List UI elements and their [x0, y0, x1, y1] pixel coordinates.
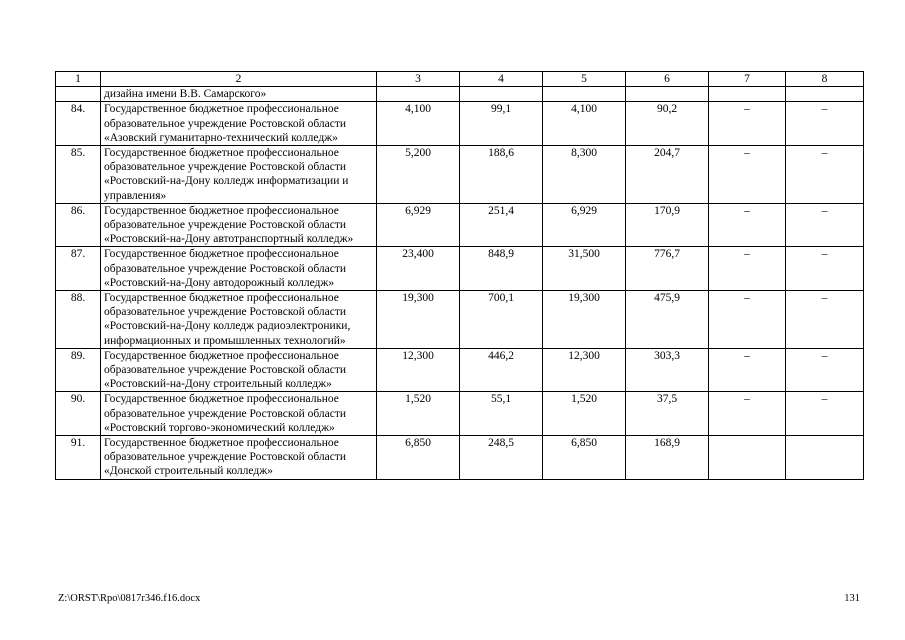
value-col-8: –: [786, 247, 864, 291]
header-cell-4: 4: [460, 72, 543, 87]
value-col-5: 1,520: [543, 392, 626, 436]
value-col-5: 31,500: [543, 247, 626, 291]
table-row: [56, 247, 864, 291]
value-col-8: –: [786, 203, 864, 247]
value-col-4: 55,1: [460, 392, 543, 436]
institution-name: Государственное бюджетное профессиональное образовательное учреждение Ростовской области «Азовский гуманитарно-технический колледж»: [101, 102, 377, 146]
value-col-5: 6,850: [543, 436, 626, 480]
value-col-3: 6,850: [377, 436, 460, 480]
institution-name: Государственное бюджетное профессиональное образовательное учреждение Ростовской области «Ростовский-на-Дону автотранспортный колледж»: [101, 203, 377, 247]
value-col-4: 700,1: [460, 291, 543, 349]
table-row: [56, 392, 864, 436]
value-col-6: 170,9: [626, 203, 709, 247]
value-col-3: 12,300: [377, 348, 460, 392]
continuation-cell: [377, 87, 460, 102]
value-col-7: –: [709, 146, 786, 204]
row-number: 88.: [56, 291, 101, 349]
value-col-4: 248,5: [460, 436, 543, 480]
value-col-8: –: [786, 392, 864, 436]
row-number: 86.: [56, 203, 101, 247]
institution-name: Государственное бюджетное профессиональное образовательное учреждение Ростовской области «Ростовский торгово-экономический колледж»: [101, 392, 377, 436]
value-col-7: –: [709, 348, 786, 392]
table-row: [56, 291, 864, 349]
value-col-6: 168,9: [626, 436, 709, 480]
table-row: [56, 348, 864, 392]
table-row: [56, 436, 864, 480]
institution-name: Государственное бюджетное профессиональное образовательное учреждение Ростовской области «Ростовский-на-Дону колледж информатизации и управления»: [101, 146, 377, 204]
value-col-7: –: [709, 291, 786, 349]
data-table: [55, 71, 864, 480]
value-col-6: 37,5: [626, 392, 709, 436]
value-col-3: 23,400: [377, 247, 460, 291]
continuation-cell: [543, 87, 626, 102]
footer-file-path: Z:\ORST\Rpo\0817r346.f16.docx: [58, 593, 201, 604]
header-cell-1: 1: [56, 72, 101, 87]
value-col-3: 5,200: [377, 146, 460, 204]
value-col-8: [786, 436, 864, 480]
table-row: [56, 203, 864, 247]
value-col-5: 4,100: [543, 102, 626, 146]
row-number: 87.: [56, 247, 101, 291]
value-col-6: 303,3: [626, 348, 709, 392]
value-col-8: –: [786, 102, 864, 146]
institution-name: Государственное бюджетное профессиональное образовательное учреждение Ростовской области «Ростовский-на-Дону колледж радиоэлектроники, информационных и промышленных технологий»: [101, 291, 377, 349]
header-row: [56, 72, 864, 87]
institution-name: Государственное бюджетное профессиональное образовательное учреждение Ростовской области «Донской строительный колледж»: [101, 436, 377, 480]
value-col-5: 8,300: [543, 146, 626, 204]
continuation-name-cell: дизайна имени В.В. Самарского»: [101, 87, 377, 102]
value-col-7: –: [709, 203, 786, 247]
value-col-3: 4,100: [377, 102, 460, 146]
value-col-6: 475,9: [626, 291, 709, 349]
row-number: 89.: [56, 348, 101, 392]
row-number: 90.: [56, 392, 101, 436]
header-cell-5: 5: [543, 72, 626, 87]
value-col-6: 204,7: [626, 146, 709, 204]
value-col-4: 848,9: [460, 247, 543, 291]
value-col-5: 6,929: [543, 203, 626, 247]
header-cell-3: 3: [377, 72, 460, 87]
value-col-8: –: [786, 146, 864, 204]
header-cell-2: 2: [101, 72, 377, 87]
value-col-6: 90,2: [626, 102, 709, 146]
row-number: 84.: [56, 102, 101, 146]
value-col-4: 188,6: [460, 146, 543, 204]
value-col-4: 99,1: [460, 102, 543, 146]
header-cell-7: 7: [709, 72, 786, 87]
row-number: 85.: [56, 146, 101, 204]
value-col-7: –: [709, 102, 786, 146]
continuation-cell: [626, 87, 709, 102]
value-col-3: 19,300: [377, 291, 460, 349]
continuation-row: [56, 87, 864, 102]
header-cell-6: 6: [626, 72, 709, 87]
institution-name: Государственное бюджетное профессиональное образовательное учреждение Ростовской области «Ростовский-на-Дону автодорожный колледж»: [101, 247, 377, 291]
value-col-5: 19,300: [543, 291, 626, 349]
value-col-8: –: [786, 348, 864, 392]
page-number: 131: [844, 593, 860, 604]
value-col-4: 446,2: [460, 348, 543, 392]
value-col-4: 251,4: [460, 203, 543, 247]
value-col-3: 6,929: [377, 203, 460, 247]
row-number: 91.: [56, 436, 101, 480]
value-col-6: 776,7: [626, 247, 709, 291]
table-row: [56, 146, 864, 204]
value-col-5: 12,300: [543, 348, 626, 392]
value-col-8: –: [786, 291, 864, 349]
continuation-cell: [709, 87, 786, 102]
value-col-7: –: [709, 247, 786, 291]
institution-name: Государственное бюджетное профессиональное образовательное учреждение Ростовской области «Ростовский-на-Дону строительный колледж»: [101, 348, 377, 392]
value-col-7: [709, 436, 786, 480]
table-body: [56, 87, 864, 479]
continuation-cell: [786, 87, 864, 102]
value-col-7: –: [709, 392, 786, 436]
header-cell-8: 8: [786, 72, 864, 87]
table-header: [56, 72, 864, 87]
continuation-num-cell: [56, 87, 101, 102]
continuation-cell: [460, 87, 543, 102]
table-row: [56, 102, 864, 146]
value-col-3: 1,520: [377, 392, 460, 436]
